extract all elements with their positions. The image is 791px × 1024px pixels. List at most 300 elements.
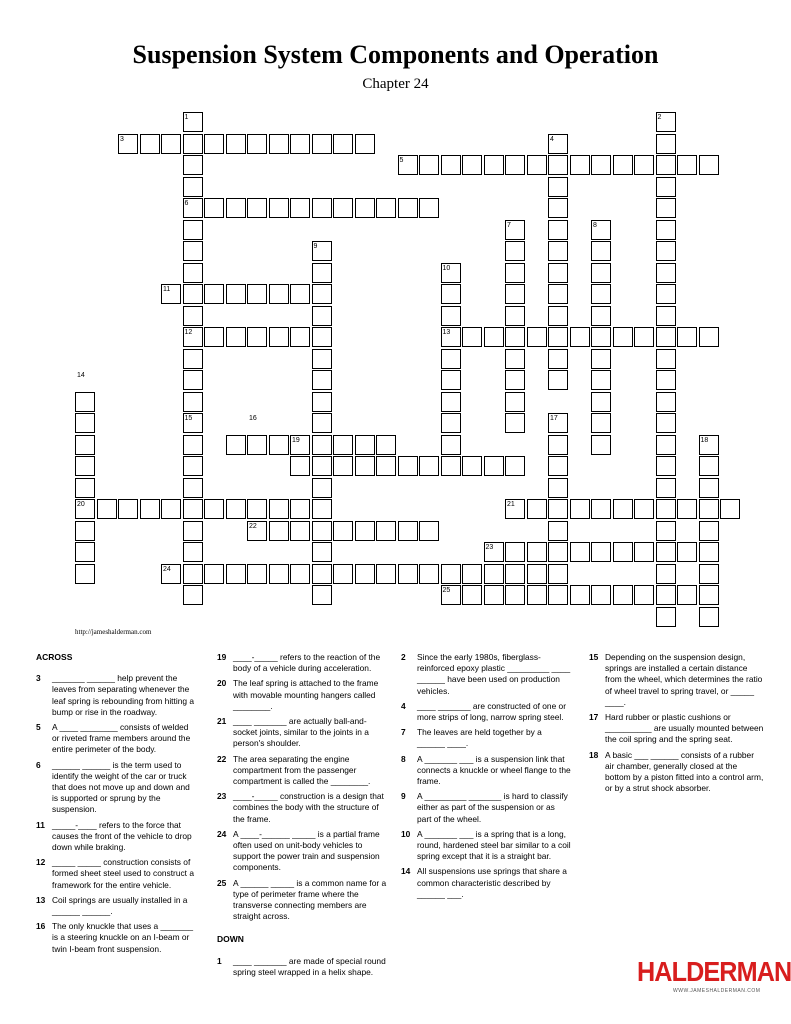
grid-cell[interactable] <box>441 155 461 175</box>
halderman-logo <box>637 956 791 996</box>
clue-number: 16 <box>36 921 46 932</box>
grid-cell[interactable] <box>699 607 719 627</box>
grid-cell[interactable] <box>505 327 525 347</box>
grid-cell[interactable] <box>505 392 525 412</box>
grid-cell[interactable] <box>355 564 375 584</box>
grid-cell[interactable] <box>441 392 461 412</box>
grid-cell[interactable] <box>441 349 461 369</box>
grid-cell[interactable] <box>613 327 633 347</box>
clue-number: 18 <box>589 749 599 760</box>
grid-cell[interactable] <box>161 134 181 154</box>
grid-cell[interactable] <box>677 155 697 175</box>
grid-cell[interactable] <box>699 585 719 605</box>
grid-cell[interactable] <box>548 306 568 326</box>
across-column-2 <box>217 652 387 982</box>
grid-cell[interactable] <box>247 134 267 154</box>
grid-cell[interactable] <box>290 521 310 541</box>
down-clue <box>401 727 571 749</box>
grid-cell[interactable] <box>656 306 676 326</box>
grid-cell[interactable] <box>462 155 482 175</box>
grid-cell[interactable] <box>419 198 439 218</box>
grid-cell[interactable] <box>591 349 611 369</box>
grid-cell[interactable] <box>183 585 203 605</box>
grid-cell[interactable] <box>591 370 611 390</box>
grid-cell[interactable] <box>226 327 246 347</box>
grid-cell[interactable] <box>656 564 676 584</box>
grid-cell[interactable] <box>118 499 138 519</box>
grid-cell[interactable] <box>398 456 418 476</box>
grid-cell[interactable] <box>75 392 95 412</box>
grid-cell[interactable] <box>656 327 676 347</box>
grid-cell[interactable] <box>656 392 676 412</box>
grid-cell[interactable] <box>484 456 504 476</box>
grid-cell[interactable] <box>290 327 310 347</box>
grid-cell[interactable] <box>290 134 310 154</box>
grid-cell[interactable] <box>548 478 568 498</box>
grid-cell[interactable] <box>505 284 525 304</box>
grid-cell[interactable] <box>548 585 568 605</box>
grid-cell[interactable] <box>441 435 461 455</box>
grid-cell[interactable] <box>699 155 719 175</box>
clue-number-label: 1 <box>184 114 189 121</box>
clue-text: The leaves are held together by a ______ ____. <box>417 727 542 749</box>
grid-cell[interactable] <box>505 155 525 175</box>
grid-cell[interactable] <box>269 134 289 154</box>
clue-number: 21 <box>217 716 227 727</box>
grid-cell[interactable] <box>484 155 504 175</box>
logo-wordmark: HALDERMAN <box>637 956 791 987</box>
grid-cell[interactable] <box>656 607 676 627</box>
across-clue <box>36 895 196 917</box>
grid-cell[interactable] <box>699 521 719 541</box>
grid-cell[interactable] <box>505 456 525 476</box>
grid-cell[interactable] <box>656 413 676 433</box>
grid-cell[interactable] <box>527 542 547 562</box>
grid-cell[interactable] <box>290 456 310 476</box>
down-clue-list-continued-2 <box>589 652 764 794</box>
across-clue <box>217 652 387 674</box>
grid-cell[interactable] <box>548 198 568 218</box>
grid-cell[interactable] <box>398 198 418 218</box>
grid-cell[interactable] <box>591 413 611 433</box>
grid-cell[interactable] <box>527 585 547 605</box>
grid-cell[interactable] <box>290 499 310 519</box>
grid-cell[interactable] <box>677 585 697 605</box>
grid-cell[interactable] <box>656 435 676 455</box>
grid-cell[interactable] <box>312 456 332 476</box>
grid-cell[interactable] <box>269 435 289 455</box>
grid-cell[interactable] <box>419 456 439 476</box>
grid-cell[interactable] <box>312 478 332 498</box>
grid-cell[interactable] <box>398 521 418 541</box>
grid-cell[interactable] <box>140 134 160 154</box>
grid-cell[interactable] <box>226 198 246 218</box>
grid-cell[interactable] <box>376 198 396 218</box>
grid-cell[interactable] <box>140 499 160 519</box>
grid-cell[interactable] <box>591 284 611 304</box>
grid-cell[interactable] <box>376 435 396 455</box>
clue-number: 19 <box>217 652 227 662</box>
clue-number: 11 <box>36 819 45 830</box>
clue-text: ______ ______ is the term used to identify the weight of the car or truck that does not move up and down and is supported or sprung by the suspension. <box>52 759 190 815</box>
grid-cell[interactable] <box>656 370 676 390</box>
grid-cell[interactable] <box>656 542 676 562</box>
grid-cell[interactable] <box>183 349 203 369</box>
grid-cell[interactable] <box>548 177 568 197</box>
grid-cell[interactable] <box>183 435 203 455</box>
grid-cell[interactable] <box>204 134 224 154</box>
grid-cell[interactable] <box>419 521 439 541</box>
grid-cell[interactable] <box>591 155 611 175</box>
page-subtitle: Chapter 24 <box>362 76 429 92</box>
grid-cell[interactable] <box>591 327 611 347</box>
grid-cell[interactable] <box>591 499 611 519</box>
grid-cell[interactable] <box>677 542 697 562</box>
grid-cell[interactable] <box>333 456 353 476</box>
grid-cell[interactable] <box>591 392 611 412</box>
clue-number: 15 <box>589 652 599 662</box>
grid-cell[interactable] <box>591 306 611 326</box>
across-clue <box>217 678 387 712</box>
grid-cell[interactable] <box>656 521 676 541</box>
clue-number: 2 <box>401 652 406 662</box>
grid-cell[interactable] <box>548 521 568 541</box>
grid-cell[interactable] <box>183 241 203 261</box>
grid-cell[interactable] <box>269 327 289 347</box>
grid-cell[interactable] <box>548 241 568 261</box>
grid-cell[interactable] <box>462 585 482 605</box>
grid-cell[interactable] <box>441 413 461 433</box>
grid-cell[interactable] <box>355 134 375 154</box>
grid-cell[interactable] <box>290 198 310 218</box>
grid-cell[interactable] <box>570 542 590 562</box>
grid-cell[interactable] <box>312 521 332 541</box>
grid-cell[interactable] <box>570 327 590 347</box>
grid-cell[interactable] <box>505 585 525 605</box>
grid-cell[interactable] <box>527 327 547 347</box>
grid-cell[interactable] <box>333 134 353 154</box>
grid-cell[interactable] <box>570 499 590 519</box>
grid-cell[interactable] <box>656 349 676 369</box>
grid-cell[interactable] <box>634 327 654 347</box>
grid-cell[interactable] <box>505 413 525 433</box>
grid-cell[interactable] <box>312 349 332 369</box>
grid-cell[interactable] <box>527 155 547 175</box>
grid-cell[interactable] <box>419 155 439 175</box>
grid-cell[interactable] <box>548 220 568 240</box>
clue-number-label: 2 <box>657 114 662 121</box>
clue-number: 14 <box>401 866 411 877</box>
grid-cell[interactable] <box>75 564 95 584</box>
grid-cell[interactable] <box>269 564 289 584</box>
grid-cell[interactable] <box>613 542 633 562</box>
grid-cell[interactable] <box>527 499 547 519</box>
grid-cell[interactable] <box>269 521 289 541</box>
across-clue <box>36 760 196 816</box>
grid-cell[interactable] <box>634 542 654 562</box>
grid-cell[interactable] <box>699 542 719 562</box>
grid-cell[interactable] <box>613 585 633 605</box>
grid-cell[interactable] <box>419 564 439 584</box>
grid-cell[interactable] <box>613 155 633 175</box>
grid-cell[interactable] <box>591 435 611 455</box>
grid-cell[interactable] <box>656 177 676 197</box>
grid-cell[interactable] <box>226 564 246 584</box>
across-column-1 <box>36 652 196 959</box>
clue-number: 4 <box>401 700 406 711</box>
grid-cell[interactable] <box>183 370 203 390</box>
grid-cell[interactable] <box>312 198 332 218</box>
grid-cell[interactable] <box>312 263 332 283</box>
grid-cell[interactable] <box>548 155 568 175</box>
grid-cell[interactable] <box>484 585 504 605</box>
grid-cell[interactable] <box>333 198 353 218</box>
grid-cell[interactable] <box>333 435 353 455</box>
grid-cell[interactable] <box>505 542 525 562</box>
grid-cell[interactable] <box>656 284 676 304</box>
clue-text: Depending on the suspension design, springs are installed a certain distance from the wheel, which determines the ratio of wheel travel to spring travel, or _____ ____. <box>605 652 763 707</box>
grid-cell[interactable] <box>269 499 289 519</box>
grid-cell[interactable] <box>462 456 482 476</box>
grid-cell[interactable] <box>204 284 224 304</box>
grid-cell[interactable] <box>441 564 461 584</box>
grid-cell[interactable] <box>613 499 633 519</box>
grid-cell[interactable] <box>75 478 95 498</box>
grid-cell[interactable] <box>505 263 525 283</box>
grid-cell[interactable] <box>699 456 719 476</box>
grid-cell[interactable] <box>591 585 611 605</box>
grid-cell[interactable] <box>183 263 203 283</box>
grid-cell[interactable] <box>548 327 568 347</box>
clue-text: The only knuckle that uses a _______ is a steering knuckle on an I-beam or twin I-beam front suspension. <box>52 921 194 954</box>
grid-cell[interactable] <box>333 564 353 584</box>
grid-cell[interactable] <box>484 564 504 584</box>
grid-cell[interactable] <box>247 564 267 584</box>
grid-cell[interactable] <box>269 284 289 304</box>
source-url: http://jameshalderman.com <box>75 628 152 636</box>
clue-number-label: 4 <box>550 135 554 143</box>
grid-cell[interactable] <box>312 284 332 304</box>
grid-cell[interactable] <box>548 564 568 584</box>
across-clue <box>217 878 387 923</box>
grid-cell[interactable] <box>484 327 504 347</box>
grid-cell[interactable] <box>570 585 590 605</box>
grid-cell[interactable] <box>677 499 697 519</box>
grid-cell[interactable] <box>720 499 740 519</box>
grid-cell[interactable] <box>247 499 267 519</box>
grid-cell[interactable] <box>75 521 95 541</box>
grid-cell[interactable] <box>656 134 676 154</box>
grid-cell[interactable] <box>312 542 332 562</box>
grid-cell[interactable] <box>656 263 676 283</box>
grid-cell[interactable] <box>570 155 590 175</box>
clue-number-label: 18 <box>700 436 709 444</box>
grid-cell[interactable] <box>548 456 568 476</box>
grid-cell[interactable] <box>376 564 396 584</box>
grid-cell[interactable] <box>183 392 203 412</box>
clue-number: 8 <box>401 753 406 764</box>
across-clue <box>217 829 387 874</box>
grid-cell[interactable] <box>634 585 654 605</box>
grid-cell[interactable] <box>505 370 525 390</box>
grid-cell[interactable] <box>548 499 568 519</box>
clue-number-label: 22 <box>249 522 257 530</box>
clue-number-label: 19 <box>292 436 300 444</box>
down-clue <box>401 791 571 825</box>
grid-cell[interactable] <box>462 564 482 584</box>
grid-cell[interactable] <box>333 521 353 541</box>
grid-cell[interactable] <box>441 284 461 304</box>
grid-cell[interactable] <box>204 564 224 584</box>
grid-cell[interactable] <box>699 327 719 347</box>
grid-cell[interactable] <box>183 564 203 584</box>
grid-cell[interactable] <box>312 413 332 433</box>
clue-number: 6 <box>36 759 41 770</box>
grid-cell[interactable] <box>312 306 332 326</box>
grid-cell[interactable] <box>290 564 310 584</box>
clue-number: 5 <box>36 722 41 733</box>
clue-text: ____ _______ are constructed of one or more strips of long, narrow spring steel. <box>417 700 566 723</box>
grid-cell[interactable] <box>527 564 547 584</box>
clue-text: A ____ ________ consists of welded or riveted frame members around the entire perimeter of the body. <box>52 722 191 755</box>
grid-cell[interactable] <box>183 284 203 304</box>
grid-cell[interactable] <box>183 177 203 197</box>
grid-cell[interactable] <box>376 521 396 541</box>
clue-number: 10 <box>401 828 411 839</box>
grid-cell[interactable] <box>505 306 525 326</box>
grid-cell[interactable] <box>699 499 719 519</box>
grid-cell[interactable] <box>312 499 332 519</box>
clue-text: A _______ ___ is a suspension link that connects a knuckle or wheel flange to the frame. <box>417 753 571 787</box>
grid-cell[interactable] <box>75 456 95 476</box>
grid-cell[interactable] <box>462 327 482 347</box>
grid-cell[interactable] <box>656 241 676 261</box>
grid-cell[interactable] <box>161 499 181 519</box>
grid-cell[interactable] <box>312 435 332 455</box>
down-heading: DOWN <box>217 934 244 945</box>
grid-cell[interactable] <box>183 220 203 240</box>
grid-cell[interactable] <box>699 478 719 498</box>
grid-cell[interactable] <box>505 564 525 584</box>
grid-cell[interactable] <box>656 198 676 218</box>
grid-cell[interactable] <box>183 155 203 175</box>
grid-cell[interactable] <box>548 370 568 390</box>
grid-cell[interactable] <box>183 478 203 498</box>
grid-cell[interactable] <box>204 198 224 218</box>
grid-cell[interactable] <box>226 499 246 519</box>
grid-cell[interactable] <box>548 284 568 304</box>
grid-cell[interactable] <box>441 306 461 326</box>
grid-cell[interactable] <box>355 198 375 218</box>
grid-cell[interactable] <box>247 284 267 304</box>
grid-cell[interactable] <box>183 542 203 562</box>
grid-cell[interactable] <box>505 241 525 261</box>
grid-cell[interactable] <box>312 564 332 584</box>
clue-number-label: 8 <box>593 221 597 229</box>
clue-text: Hard rubber or plastic cushions or __________ are usually mounted between the coil spring and the spring seat. <box>605 712 764 745</box>
grid-cell[interactable] <box>656 585 676 605</box>
grid-cell[interactable] <box>269 198 289 218</box>
grid-cell[interactable] <box>355 521 375 541</box>
clue-number-label: 12 <box>184 329 193 336</box>
grid-cell[interactable] <box>183 134 203 154</box>
down-clue-list-continued <box>401 652 571 900</box>
grid-cell[interactable] <box>312 370 332 390</box>
grid-cell[interactable] <box>355 456 375 476</box>
down-clue <box>589 652 764 708</box>
clue-number: 23 <box>217 791 227 802</box>
grid-cell[interactable] <box>75 542 95 562</box>
grid-cell[interactable] <box>591 263 611 283</box>
grid-cell[interactable] <box>226 435 246 455</box>
grid-cell[interactable] <box>656 499 676 519</box>
clue-number-label: 5 <box>399 157 404 164</box>
grid-cell[interactable] <box>247 435 267 455</box>
grid-cell[interactable] <box>290 284 310 304</box>
grid-cell[interactable] <box>355 435 375 455</box>
grid-cell[interactable] <box>312 134 332 154</box>
clue-number-label: 20 <box>77 501 85 508</box>
grid-cell[interactable] <box>75 435 95 455</box>
grid-cell[interactable] <box>591 241 611 261</box>
clue-text: The leaf spring is attached to the frame with movable mounting hangers called ________. <box>233 678 379 711</box>
clue-number: 3 <box>36 673 41 684</box>
grid-cell[interactable] <box>398 564 418 584</box>
grid-cell[interactable] <box>376 456 396 476</box>
clue-number: 25 <box>217 877 227 888</box>
grid-cell[interactable] <box>226 284 246 304</box>
grid-cell[interactable] <box>634 499 654 519</box>
grid-cell[interactable] <box>634 155 654 175</box>
grid-cell[interactable] <box>97 499 117 519</box>
across-clue-list-continued <box>217 652 387 922</box>
grid-cell[interactable] <box>247 198 267 218</box>
grid-cell[interactable] <box>548 542 568 562</box>
grid-cell[interactable] <box>312 585 332 605</box>
grid-cell[interactable] <box>204 327 224 347</box>
grid-cell[interactable] <box>656 478 676 498</box>
clue-number: 13 <box>36 894 46 905</box>
clue-text: _______ ______ help prevent the leaves from separating whenever the leaf spring is rebounding from hitting a bump or rise in the roadway. <box>52 673 194 717</box>
grid-cell[interactable] <box>247 327 267 347</box>
grid-cell[interactable] <box>183 499 203 519</box>
grid-cell[interactable] <box>677 327 697 347</box>
grid-cell[interactable] <box>312 392 332 412</box>
grid-cell[interactable] <box>548 263 568 283</box>
grid-cell[interactable] <box>656 155 676 175</box>
clue-text: ____-_____ refers to the reaction of the body of a vehicle during acceleration. <box>233 652 381 674</box>
grid-cell[interactable] <box>441 456 461 476</box>
grid-cell[interactable] <box>548 435 568 455</box>
clue-number-label: 25 <box>442 587 451 594</box>
grid-cell[interactable] <box>75 413 95 433</box>
grid-cell[interactable] <box>656 456 676 476</box>
grid-cell[interactable] <box>226 134 246 154</box>
grid-cell[interactable] <box>699 564 719 584</box>
grid-cell[interactable] <box>656 220 676 240</box>
grid-cell[interactable] <box>548 349 568 369</box>
grid-cell[interactable] <box>505 349 525 369</box>
clue-text: ____ _______ are made of special round spring steel wrapped in a helix shape. <box>233 955 386 977</box>
grid-cell[interactable] <box>183 521 203 541</box>
grid-cell[interactable] <box>204 499 224 519</box>
grid-cell[interactable] <box>441 370 461 390</box>
clue-text: A ____-______ _____ is a partial frame often used on unit-body vehicles to support the power train and suspension components. <box>233 828 380 873</box>
grid-cell[interactable] <box>312 327 332 347</box>
grid-cell[interactable] <box>591 542 611 562</box>
grid-cell[interactable] <box>183 456 203 476</box>
grid-cell[interactable] <box>183 306 203 326</box>
